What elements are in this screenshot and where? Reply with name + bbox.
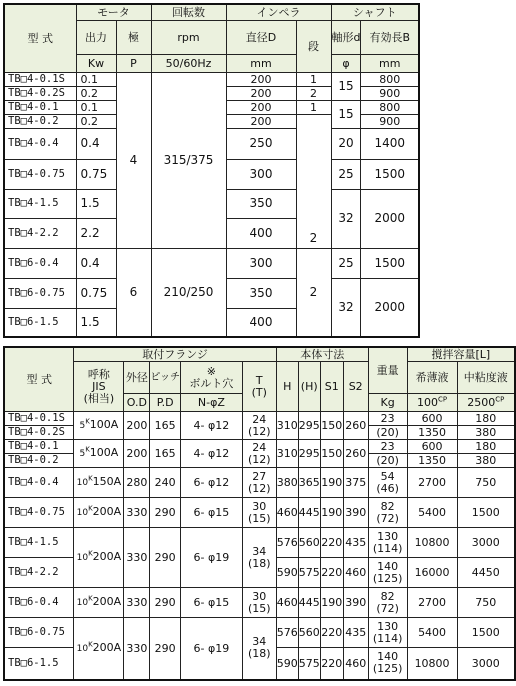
kg-value: 130	[377, 529, 399, 543]
model-cell: TB□4-0.1S	[4, 412, 74, 426]
header-pitch: ピッチ	[150, 362, 181, 394]
model-cell: TB□4-1.5	[4, 528, 74, 558]
kw-cell: 0.75	[76, 159, 116, 189]
table-row	[4, 412, 515, 426]
t-cell	[242, 440, 276, 468]
t-paren: (18)	[247, 647, 271, 661]
jis-cell	[74, 412, 124, 440]
t-cell	[242, 468, 276, 498]
length-cell: 1500	[361, 159, 419, 189]
thin-cell: 10800	[407, 528, 457, 558]
header-impeller: インペラ	[226, 4, 331, 20]
unit-pd: P.D	[150, 394, 181, 412]
hp-cell: 575	[298, 558, 320, 588]
stage-cell: 2	[296, 86, 331, 100]
s2-cell: 435	[343, 528, 368, 558]
model-cell: TB□6-0.4	[4, 248, 76, 278]
h-cell: 310	[276, 440, 298, 468]
h-cell: 460	[276, 588, 298, 618]
t-paren: (18)	[247, 556, 271, 570]
s2-cell: 460	[343, 648, 368, 680]
hp-cell: 560	[298, 528, 320, 558]
thin-cell: 600	[407, 412, 457, 426]
jis-k-mark: K	[88, 594, 93, 603]
med-cell: 1500	[457, 498, 515, 528]
thin-cell: 5400	[407, 618, 457, 648]
s2-cell: 375	[343, 468, 368, 498]
hp-cell: 575	[298, 648, 320, 680]
od-cell: 330	[124, 498, 150, 528]
pd-cell: 165	[150, 412, 181, 440]
header-motor: モータ	[76, 4, 151, 20]
model-cell: TB□4-0.1	[4, 100, 76, 114]
cp2500-value: 2500	[467, 396, 496, 409]
kw-cell: 0.2	[76, 114, 116, 128]
length-cell: 900	[361, 114, 419, 128]
unit-nz: N-φZ	[180, 394, 242, 412]
table-row	[4, 498, 515, 528]
med-cell: 380	[457, 454, 515, 468]
header-jis-label: JIS	[92, 379, 106, 393]
hp-cell: 445	[298, 498, 320, 528]
unit-mm-len: mm	[361, 54, 419, 72]
med-cell: 4450	[457, 558, 515, 588]
model-cell: TB□6-1.5	[4, 308, 76, 337]
length-cell: 1500	[361, 248, 419, 278]
jis-size: 200A	[92, 640, 122, 654]
jis-size: 200A	[92, 550, 122, 563]
jis-k-mark: K	[88, 549, 93, 558]
s2-cell: 435	[343, 618, 368, 648]
length-cell: 2000	[361, 278, 419, 337]
hp-cell: 295	[298, 440, 320, 468]
jis-cell	[74, 468, 124, 498]
stage-cell: 2	[296, 114, 331, 248]
model-cell: TB□6-0.75	[4, 618, 74, 648]
header-shaft-d: 軸形d	[331, 20, 361, 54]
hp-cell: 560	[298, 618, 320, 648]
pd-cell: 240	[150, 468, 181, 498]
thin-cell: 2700	[407, 468, 457, 498]
thin-cell: 1350	[407, 426, 457, 440]
model-cell: TB□4-0.1S	[4, 72, 76, 86]
hp-cell: 365	[298, 468, 320, 498]
header-body: 本体寸法	[276, 347, 368, 362]
od-cell: 330	[124, 588, 150, 618]
model-cell: TB□4-0.75	[4, 498, 74, 528]
spec-table-dimensions	[3, 346, 516, 681]
t-value: 24	[252, 412, 267, 426]
kw-cell: 0.4	[76, 248, 116, 278]
od-cell: 280	[124, 468, 150, 498]
jis-cell	[74, 440, 124, 468]
jis-size: 150A	[92, 475, 122, 488]
med-cell: 1500	[457, 618, 515, 648]
model-cell: TB□4-0.4	[4, 128, 76, 159]
kg-cell	[368, 588, 407, 618]
dia-cell: 200	[226, 86, 296, 100]
dia-cell: 400	[226, 218, 296, 248]
header-medium: 中粘度液	[457, 362, 515, 394]
kg-paren: (114)	[372, 631, 403, 645]
jis-k-mark: K	[85, 445, 90, 454]
header-model: 型 式	[4, 4, 76, 72]
s2-cell: 390	[343, 498, 368, 528]
kw-cell: 1.5	[76, 308, 116, 337]
cp100-value: 100	[417, 396, 439, 409]
header-output: 出力	[76, 20, 116, 54]
med-cell: 380	[457, 426, 515, 440]
bolt-cell: 6- φ15	[180, 588, 242, 618]
t-cell	[242, 618, 276, 680]
t-value: 27	[252, 469, 267, 483]
shaft-cell: 25	[331, 159, 361, 189]
jis-class: 5	[79, 449, 86, 459]
shaft-cell: 20	[331, 128, 361, 159]
kg-cell	[368, 558, 407, 588]
unit-cp2500	[457, 394, 515, 412]
kg-cell	[368, 528, 407, 558]
kw-cell: 0.1	[76, 72, 116, 86]
jis-class: 10	[76, 553, 89, 563]
jis-class: 10	[76, 478, 89, 488]
model-cell: TB□6-0.75	[4, 278, 76, 308]
shaft-cell: 15	[331, 100, 361, 128]
poles-cell: 4	[116, 72, 151, 248]
header-jis	[74, 362, 124, 412]
h-cell: 576	[276, 618, 298, 648]
od-cell: 330	[124, 618, 150, 680]
jis-class: 10	[76, 598, 89, 608]
dia-cell: 400	[226, 308, 296, 337]
kg-cell: (20)	[368, 454, 407, 468]
length-cell: 2000	[361, 189, 419, 248]
thin-cell: 10800	[407, 648, 457, 680]
kg-cell	[368, 648, 407, 680]
dia-cell: 300	[226, 159, 296, 189]
unit-hz: 50/60Hz	[151, 54, 226, 72]
s1-cell: 220	[320, 528, 343, 558]
bolt-cell: 6- φ19	[180, 618, 242, 680]
length-cell: 900	[361, 86, 419, 100]
header-bolt	[180, 362, 242, 394]
shaft-cell: 15	[331, 72, 361, 100]
table-row	[4, 468, 515, 498]
length-cell: 1400	[361, 128, 419, 159]
model-cell: TB□4-0.4	[4, 468, 74, 498]
shaft-cell: 32	[331, 189, 361, 248]
unit-od: O.D	[124, 394, 150, 412]
jis-k-mark: K	[88, 474, 93, 483]
model-cell: TB□4-2.2	[4, 218, 76, 248]
kw-cell: 1.5	[76, 189, 116, 218]
cp-unit: CP	[438, 395, 448, 404]
length-cell: 800	[361, 72, 419, 86]
jis-size: 200A	[92, 505, 122, 518]
jis-k-mark: K	[88, 640, 93, 649]
s2-cell: 260	[343, 440, 368, 468]
header-bolt-label: ボルト穴	[189, 376, 234, 390]
jis-cell	[74, 618, 124, 680]
bolt-cell: 6- φ19	[180, 528, 242, 588]
od-cell: 200	[124, 412, 150, 440]
t-value: 24	[252, 440, 267, 454]
s1-cell: 150	[320, 440, 343, 468]
thin-cell: 16000	[407, 558, 457, 588]
header-capacity: 撹拌容量[L]	[407, 347, 515, 362]
s1-cell: 220	[320, 558, 343, 588]
t-cell	[242, 412, 276, 440]
s1-cell: 190	[320, 468, 343, 498]
jis-size: 200A	[92, 595, 122, 608]
s1-cell: 220	[320, 618, 343, 648]
table-row	[4, 440, 515, 454]
kg-cell: (20)	[368, 426, 407, 440]
kg-value: 54	[380, 469, 395, 483]
kg-paren: (125)	[372, 662, 403, 676]
jis-class: 10	[76, 643, 89, 654]
h-cell: 310	[276, 412, 298, 440]
header-nominal: 呼称	[87, 367, 110, 381]
s2-cell: 460	[343, 558, 368, 588]
table-row	[4, 618, 515, 648]
cp-unit: CP	[495, 395, 505, 404]
dia-cell: 200	[226, 114, 296, 128]
shaft-cell: 25	[331, 248, 361, 278]
model-cell: TB□4-0.2S	[4, 86, 76, 100]
unit-p: P	[116, 54, 151, 72]
jis-size: 100A	[89, 418, 119, 431]
h-cell: 590	[276, 648, 298, 680]
header-shaft: シャフト	[331, 4, 419, 20]
kg-paren: (125)	[372, 571, 403, 585]
header-t-paren: (T)	[251, 385, 267, 399]
model-cell: TB□4-2.2	[4, 558, 74, 588]
bolt-cell: 4- φ12	[180, 412, 242, 440]
model-cell: TB□4-0.2S	[4, 426, 74, 440]
model-cell: TB□4-0.1	[4, 440, 74, 454]
h-cell: 576	[276, 528, 298, 558]
kg-cell	[368, 618, 407, 648]
s1-cell: 190	[320, 588, 343, 618]
kg-paren: (72)	[376, 511, 399, 525]
header-jis-sub: (相当)	[83, 391, 115, 405]
kw-cell: 0.75	[76, 278, 116, 308]
s1-cell: 190	[320, 498, 343, 528]
t-paren: (12)	[247, 481, 271, 495]
od-cell: 330	[124, 528, 150, 588]
pd-cell: 165	[150, 440, 181, 468]
h-cell: 590	[276, 558, 298, 588]
stage-cell: 2	[296, 248, 331, 337]
t-value: 34	[252, 544, 267, 558]
jis-cell	[74, 528, 124, 588]
header-h-paren: (H)	[298, 362, 320, 412]
header-stage: 段	[296, 20, 331, 72]
header-diameter: 直径D	[226, 20, 296, 54]
kg-cell: 23	[368, 440, 407, 454]
poles-cell: 6	[116, 248, 151, 337]
s2-cell: 260	[343, 412, 368, 440]
spec-table-motor	[3, 3, 420, 338]
kw-cell: 0.2	[76, 86, 116, 100]
header-s2: S2	[343, 362, 368, 412]
kg-value: 82	[380, 589, 395, 603]
model-cell: TB□4-0.2	[4, 454, 74, 468]
rpm-cell: 315/375	[151, 72, 226, 248]
kg-cell: 23	[368, 412, 407, 426]
model-cell: TB□6-1.5	[4, 648, 74, 680]
kw-cell: 0.1	[76, 100, 116, 114]
t-paren: (15)	[247, 511, 271, 525]
header-t-label: T	[255, 373, 263, 387]
t-cell	[242, 588, 276, 618]
od-cell: 200	[124, 440, 150, 468]
h-cell: 380	[276, 468, 298, 498]
jis-cell	[74, 498, 124, 528]
model-cell: TB□4-0.2	[4, 114, 76, 128]
t-value: 34	[252, 635, 267, 649]
kw-cell: 2.2	[76, 218, 116, 248]
s1-cell: 220	[320, 648, 343, 680]
stage-cell: 1	[296, 72, 331, 86]
header-rpm: rpm	[151, 20, 226, 54]
t-cell	[242, 498, 276, 528]
unit-mm-dia: mm	[226, 54, 296, 72]
pd-cell: 290	[150, 498, 181, 528]
dia-cell: 350	[226, 278, 296, 308]
pd-cell: 290	[150, 588, 181, 618]
jis-k-mark: K	[88, 504, 93, 513]
med-cell: 3000	[457, 648, 515, 680]
bolt-cell: 6- φ15	[180, 498, 242, 528]
med-cell: 180	[457, 440, 515, 454]
header-od: 外径	[124, 362, 150, 394]
med-cell: 3000	[457, 528, 515, 558]
table-row	[4, 528, 515, 558]
t-cell	[242, 528, 276, 588]
header-t	[242, 362, 276, 412]
note-mark: ※	[206, 364, 216, 378]
shaft-cell: 32	[331, 278, 361, 337]
stage-cell: 1	[296, 100, 331, 114]
kg-value: 140	[377, 559, 399, 573]
header-thin: 希薄液	[407, 362, 457, 394]
header-s1: S1	[320, 362, 343, 412]
unit-phi: φ	[331, 54, 361, 72]
jis-size: 100A	[89, 446, 119, 459]
jis-class: 5	[79, 421, 86, 431]
jis-k-mark: K	[85, 417, 90, 426]
header-flange: 取付フランジ	[74, 347, 276, 362]
kg-paren: (72)	[376, 601, 399, 615]
kg-value: 130	[377, 619, 399, 633]
dia-cell: 200	[226, 72, 296, 86]
dia-cell: 350	[226, 189, 296, 218]
med-cell: 180	[457, 412, 515, 426]
med-cell: 750	[457, 468, 515, 498]
dia-cell: 250	[226, 128, 296, 159]
t-paren: (12)	[247, 452, 271, 466]
thin-cell: 600	[407, 440, 457, 454]
jis-class: 10	[76, 508, 89, 518]
header-weight: 重量	[368, 347, 407, 394]
header-length: 有効長B	[361, 20, 419, 54]
thin-cell: 1350	[407, 454, 457, 468]
model-cell: TB□6-0.4	[4, 588, 74, 618]
pd-cell: 290	[150, 528, 181, 588]
kg-paren: (46)	[376, 481, 399, 495]
hp-cell: 445	[298, 588, 320, 618]
t-value: 30	[252, 589, 267, 603]
bolt-cell: 4- φ12	[180, 440, 242, 468]
unit-kw: Kw	[76, 54, 116, 72]
model-cell: TB□4-1.5	[4, 189, 76, 218]
jis-cell	[74, 588, 124, 618]
kg-paren: (114)	[372, 541, 403, 555]
header-model: 型 式	[4, 347, 74, 412]
dia-cell: 200	[226, 100, 296, 114]
model-cell: TB□4-0.75	[4, 159, 76, 189]
header-h: H	[276, 362, 298, 412]
bolt-cell: 6- φ12	[180, 468, 242, 498]
pd-cell: 290	[150, 618, 181, 680]
kg-cell	[368, 468, 407, 498]
rpm-cell: 210/250	[151, 248, 226, 337]
thin-cell: 5400	[407, 498, 457, 528]
length-cell: 800	[361, 100, 419, 114]
unit-cp100	[407, 394, 457, 412]
dia-cell: 300	[226, 248, 296, 278]
t-value: 30	[252, 499, 267, 513]
header-poles: 極	[116, 20, 151, 54]
h-cell: 460	[276, 498, 298, 528]
table-row	[4, 588, 515, 618]
kw-cell: 0.4	[76, 128, 116, 159]
unit-kg: Kg	[368, 394, 407, 412]
s1-cell: 150	[320, 412, 343, 440]
kg-value: 140	[377, 650, 399, 664]
header-speed: 回転数	[151, 4, 226, 20]
s2-cell: 390	[343, 588, 368, 618]
med-cell: 750	[457, 588, 515, 618]
t-paren: (15)	[247, 601, 271, 615]
t-paren: (12)	[247, 424, 271, 438]
kg-cell	[368, 498, 407, 528]
thin-cell: 2700	[407, 588, 457, 618]
hp-cell: 295	[298, 412, 320, 440]
kg-value: 82	[380, 499, 395, 513]
